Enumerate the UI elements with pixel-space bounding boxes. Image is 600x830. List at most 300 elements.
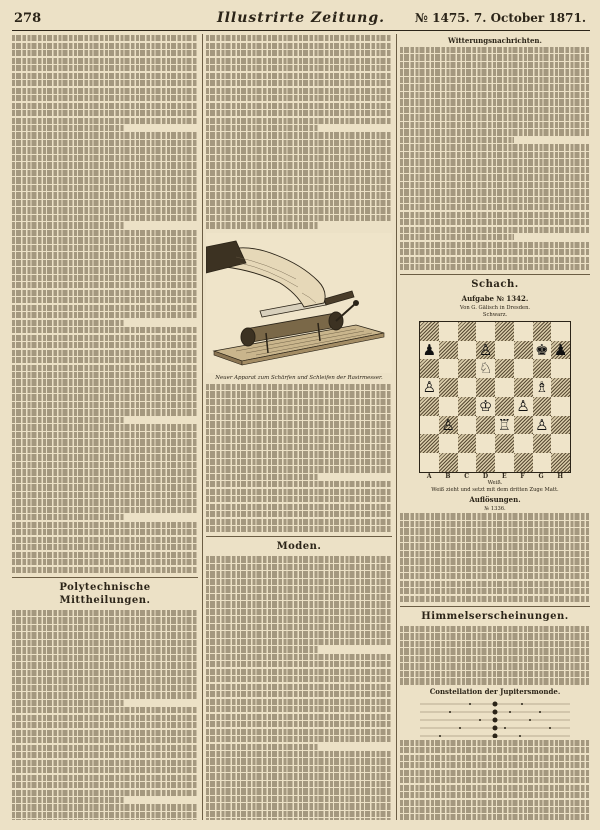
text-line	[400, 633, 590, 639]
text-line	[12, 499, 198, 505]
text-line	[206, 564, 392, 570]
text-line	[12, 775, 198, 781]
chess-board-grid	[420, 322, 570, 472]
text-line	[206, 155, 392, 161]
text-line	[12, 88, 198, 94]
text-line	[12, 320, 124, 326]
text-line	[206, 177, 392, 183]
text-line	[206, 474, 318, 480]
chess-square-a2	[420, 434, 439, 453]
text-line	[206, 788, 392, 794]
text-line	[12, 95, 198, 101]
chess-black-label: Schwarz.	[482, 311, 508, 318]
text-line	[12, 469, 198, 475]
text-line	[12, 275, 198, 281]
chess-square-c7	[458, 341, 477, 360]
text-line	[206, 781, 392, 787]
text-line	[400, 740, 590, 746]
chess-square-c3	[458, 416, 477, 435]
text-line	[12, 342, 198, 348]
page-number: 278	[14, 11, 42, 26]
text-line	[12, 50, 198, 56]
chess-piece-f4: ♙	[516, 396, 530, 415]
text-line	[12, 537, 198, 543]
text-line	[206, 65, 392, 71]
chess-problem-author: Von G. Gälisch in Dresden.	[459, 305, 531, 312]
text-line	[206, 192, 392, 198]
text-line	[400, 814, 590, 820]
text-line	[12, 567, 198, 573]
article-text-block	[400, 626, 590, 685]
chess-problem-title: Aufgabe № 1342.	[461, 294, 529, 304]
text-line	[400, 573, 590, 579]
text-line	[206, 616, 392, 622]
text-line	[12, 192, 198, 198]
issue-date: № 1475. 7. October 1871.	[414, 11, 586, 25]
text-line	[12, 357, 198, 363]
chess-square-a4	[420, 397, 439, 416]
text-line	[206, 451, 392, 457]
text-line	[400, 174, 590, 180]
text-line	[12, 529, 198, 535]
text-line	[12, 745, 198, 751]
chess-square-a7	[420, 341, 439, 360]
text-line	[400, 204, 590, 210]
text-line	[12, 43, 198, 49]
text-line	[12, 118, 198, 124]
text-line	[400, 777, 590, 783]
text-line	[12, 394, 198, 400]
text-line	[400, 513, 590, 519]
text-line	[400, 792, 590, 798]
text-line	[206, 639, 392, 645]
text-line	[206, 43, 392, 49]
article-text-block	[12, 35, 198, 573]
text-line	[206, 803, 392, 809]
chess-square-e3	[495, 416, 514, 435]
chess-square-f2	[514, 434, 533, 453]
chess-square-d8	[476, 322, 495, 341]
chess-square-f3	[514, 416, 533, 435]
text-line	[12, 222, 124, 228]
text-line	[400, 47, 590, 53]
text-line	[206, 811, 392, 817]
text-line	[400, 219, 590, 225]
text-line	[400, 663, 590, 669]
chess-piece-b3: ♙	[441, 415, 455, 434]
chess-square-b2	[439, 434, 458, 453]
chess-square-e1	[495, 453, 514, 472]
text-line	[206, 556, 392, 562]
text-line	[12, 544, 198, 550]
text-line	[206, 511, 392, 517]
chess-file-label: G	[538, 472, 544, 480]
chess-white-label: Weiß.	[487, 480, 503, 487]
chess-file-label: C	[464, 472, 470, 480]
text-line	[12, 715, 198, 721]
text-line	[12, 372, 198, 378]
chess-square-d4	[476, 397, 495, 416]
text-line	[400, 785, 590, 791]
text-line	[206, 384, 392, 390]
text-line	[206, 699, 392, 705]
text-line	[12, 804, 198, 810]
chess-square-a1	[420, 453, 439, 472]
text-line	[400, 159, 590, 165]
text-line	[206, 684, 392, 690]
text-line	[12, 327, 198, 333]
chess-file-label: A	[426, 472, 432, 480]
text-line	[400, 678, 590, 684]
text-line	[12, 767, 198, 773]
text-line	[206, 766, 392, 772]
chess-solutions-heading: Auflösungen.	[469, 494, 521, 504]
text-line	[12, 230, 198, 236]
chess-square-g3	[533, 416, 552, 435]
engraving-svg	[206, 233, 392, 373]
chess-square-b6	[439, 359, 458, 378]
text-line	[400, 551, 590, 557]
text-line	[206, 654, 392, 660]
text-line	[12, 132, 198, 138]
text-line	[206, 125, 318, 131]
jupiter-moons-diagram	[400, 698, 590, 738]
chess-square-g7	[533, 341, 552, 360]
text-line	[12, 552, 198, 558]
newspaper-page	[12, 8, 590, 820]
chess-square-b4	[439, 397, 458, 416]
text-line	[12, 454, 198, 460]
text-line	[400, 543, 590, 549]
text-line	[12, 492, 198, 498]
text-line	[12, 252, 198, 258]
text-line	[206, 406, 392, 412]
text-line	[400, 212, 590, 218]
text-line	[400, 528, 590, 534]
text-line	[12, 559, 198, 565]
chess-file-label: B	[445, 472, 451, 480]
figure-caption: Neuer Apparat zum Schärfen und Schleifen der Rasirmesser.	[215, 374, 383, 381]
text-line	[400, 588, 590, 594]
text-line	[12, 640, 198, 646]
text-line	[12, 282, 198, 288]
text-line	[12, 417, 124, 423]
text-line	[400, 747, 590, 753]
text-line	[206, 391, 392, 397]
text-line	[12, 677, 198, 683]
text-line	[12, 647, 198, 653]
chess-square-g2	[533, 434, 552, 453]
text-line	[12, 215, 198, 221]
text-line	[12, 65, 198, 71]
text-line	[12, 162, 198, 168]
text-line	[400, 167, 590, 173]
chess-square-a5	[420, 378, 439, 397]
chess-square-a3	[420, 416, 439, 435]
text-line	[206, 773, 392, 779]
text-line	[206, 481, 392, 487]
chess-piece-a5: ♙	[422, 378, 437, 397]
text-line	[206, 35, 392, 41]
text-line	[206, 526, 392, 532]
text-line	[206, 721, 392, 727]
article-text-block	[206, 35, 392, 228]
chess-square-f6	[514, 359, 533, 378]
text-line	[206, 594, 392, 600]
text-line	[12, 797, 124, 803]
page-header	[12, 8, 590, 31]
text-line	[206, 758, 392, 764]
text-line	[400, 807, 590, 813]
chess-square-h1	[551, 453, 570, 472]
text-line	[400, 197, 590, 203]
text-line	[12, 387, 198, 393]
text-line	[206, 421, 392, 427]
chess-piece-d6: ♘	[478, 359, 493, 378]
text-line	[12, 35, 198, 41]
text-line	[12, 730, 198, 736]
chess-square-h5	[551, 378, 570, 397]
article-text-block	[400, 740, 590, 820]
chess-file-label: E	[501, 472, 507, 480]
text-line	[206, 436, 392, 442]
text-line	[400, 69, 590, 75]
text-line	[400, 92, 590, 98]
text-line	[206, 646, 318, 652]
text-line	[400, 189, 590, 195]
chess-piece-a7: ♟	[422, 340, 437, 359]
text-line	[206, 691, 392, 697]
text-line	[400, 137, 514, 143]
text-line	[12, 185, 198, 191]
chess-square-b8	[439, 322, 458, 341]
article-text-block	[400, 47, 590, 270]
chess-square-d3	[476, 416, 495, 435]
text-line	[400, 182, 590, 188]
chess-square-a8	[420, 322, 439, 341]
text-line	[206, 676, 392, 682]
text-line	[206, 796, 392, 802]
text-line	[12, 812, 198, 818]
chess-square-g4	[533, 397, 552, 416]
text-line	[12, 155, 198, 161]
text-line	[206, 586, 392, 592]
column-rule	[202, 34, 203, 820]
jupiter-moons-subheading: Constellation der Jupitersmonde.	[429, 686, 561, 696]
text-line	[12, 737, 198, 743]
text-line	[206, 519, 392, 525]
text-line	[206, 736, 392, 742]
text-line	[206, 579, 392, 585]
chess-square-h4	[551, 397, 570, 416]
section-heading-chess: Schach.	[400, 274, 590, 291]
text-line	[12, 305, 198, 311]
text-line	[206, 429, 392, 435]
text-line	[400, 626, 590, 632]
razor-sharpener-illustration	[206, 233, 392, 373]
text-line	[12, 260, 198, 266]
text-line	[12, 402, 198, 408]
text-line	[206, 729, 392, 735]
text-line	[206, 624, 392, 630]
chess-square-d7	[476, 341, 495, 360]
text-line	[12, 625, 198, 631]
text-line	[12, 58, 198, 64]
chess-piece-g7: ♚	[535, 340, 549, 359]
text-line	[206, 110, 392, 116]
article-text-block	[12, 610, 198, 820]
text-line	[206, 609, 392, 615]
text-line	[12, 722, 198, 728]
text-line	[12, 752, 198, 758]
publication-title: Illustrirte Zeitung.	[217, 10, 385, 26]
text-line	[12, 290, 198, 296]
text-line	[206, 714, 392, 720]
chess-square-a6	[420, 359, 439, 378]
text-line	[206, 601, 392, 607]
text-line	[12, 514, 124, 520]
chess-square-g1	[533, 453, 552, 472]
text-line	[12, 177, 198, 183]
chess-square-h3	[551, 416, 570, 435]
chess-piece-d4: ♔	[478, 396, 493, 415]
chess-square-e7	[495, 341, 514, 360]
chess-square-h6	[551, 359, 570, 378]
text-line	[206, 669, 392, 675]
text-line	[400, 656, 590, 662]
text-line	[400, 762, 590, 768]
text-line	[206, 631, 392, 637]
text-line	[400, 99, 590, 105]
text-line	[206, 661, 392, 667]
chess-square-b5	[439, 378, 458, 397]
section-heading-weather: Witterungsnachrichten.	[448, 36, 542, 45]
text-line	[400, 264, 590, 270]
text-line	[206, 185, 392, 191]
text-line	[206, 207, 392, 213]
text-line	[12, 297, 198, 303]
text-line	[206, 73, 392, 79]
text-line	[12, 200, 198, 206]
text-line	[400, 596, 590, 602]
chess-square-g8	[533, 322, 552, 341]
text-line	[12, 522, 198, 528]
text-line	[12, 790, 198, 796]
chess-piece-g3: ♙	[535, 415, 549, 434]
text-line	[12, 477, 198, 483]
chess-square-c5	[458, 378, 477, 397]
text-line	[206, 818, 392, 820]
article-text-block	[206, 556, 392, 820]
chess-file-label: H	[557, 472, 564, 480]
text-line	[12, 484, 198, 490]
chess-solution-number: № 1336.	[484, 505, 506, 512]
text-line	[400, 227, 590, 233]
chess-square-f5	[514, 378, 533, 397]
text-line	[206, 222, 318, 228]
text-line	[206, 496, 392, 502]
chess-piece-e3: ♖	[497, 415, 512, 434]
text-line	[206, 744, 318, 750]
text-line	[206, 200, 392, 206]
text-line	[206, 80, 392, 86]
text-line	[12, 207, 198, 213]
chess-file-label: F	[520, 472, 525, 480]
text-line	[12, 365, 198, 371]
text-line	[12, 707, 198, 713]
text-line	[400, 152, 590, 158]
chess-board	[419, 321, 571, 473]
text-line	[400, 648, 590, 654]
chess-square-e5	[495, 378, 514, 397]
text-line	[12, 110, 198, 116]
text-line	[400, 107, 590, 113]
chess-square-c8	[458, 322, 477, 341]
chess-square-d1	[476, 453, 495, 472]
chess-square-c4	[458, 397, 477, 416]
article-text-block	[206, 384, 392, 533]
text-line	[12, 670, 198, 676]
chess-piece-d7: ♙	[478, 340, 493, 359]
chess-square-b7	[439, 341, 458, 360]
text-line	[206, 118, 392, 124]
text-line	[400, 558, 590, 564]
section-heading-sky: Himmelserscheinungen.	[400, 606, 590, 623]
text-line	[12, 655, 198, 661]
text-line	[206, 504, 392, 510]
text-line	[206, 751, 392, 757]
text-line	[400, 234, 514, 240]
jupiter-moons-svg	[410, 698, 580, 738]
text-line	[400, 84, 590, 90]
text-line	[206, 95, 392, 101]
text-line	[400, 536, 590, 542]
text-line	[12, 80, 198, 86]
text-line	[12, 819, 198, 820]
chess-file-label: D	[482, 472, 489, 480]
text-line	[12, 103, 198, 109]
text-line	[12, 662, 198, 668]
text-line	[400, 257, 590, 263]
text-line	[12, 73, 198, 79]
text-line	[12, 782, 198, 788]
chess-square-f7	[514, 341, 533, 360]
chess-piece-g5: ♗	[535, 378, 549, 397]
text-line	[12, 237, 198, 243]
column-right	[400, 34, 590, 820]
chess-square-e8	[495, 322, 514, 341]
text-line	[400, 566, 590, 572]
text-line	[400, 755, 590, 761]
text-line	[12, 439, 198, 445]
text-line	[12, 350, 198, 356]
text-line	[206, 215, 392, 221]
chess-square-f1	[514, 453, 533, 472]
chess-instruction: Weiß zieht und setzt mit dem dritten Zuge Matt.	[431, 486, 559, 493]
text-line	[400, 770, 590, 776]
text-line	[206, 466, 392, 472]
text-line	[12, 760, 198, 766]
chess-square-h8	[551, 322, 570, 341]
text-line	[206, 147, 392, 153]
text-line	[206, 88, 392, 94]
column-left	[12, 34, 198, 820]
chess-solution-text	[400, 513, 590, 602]
text-line	[12, 424, 198, 430]
chess-piece-h7: ♟	[553, 340, 568, 359]
column-rule	[396, 34, 397, 820]
text-line	[400, 122, 590, 128]
